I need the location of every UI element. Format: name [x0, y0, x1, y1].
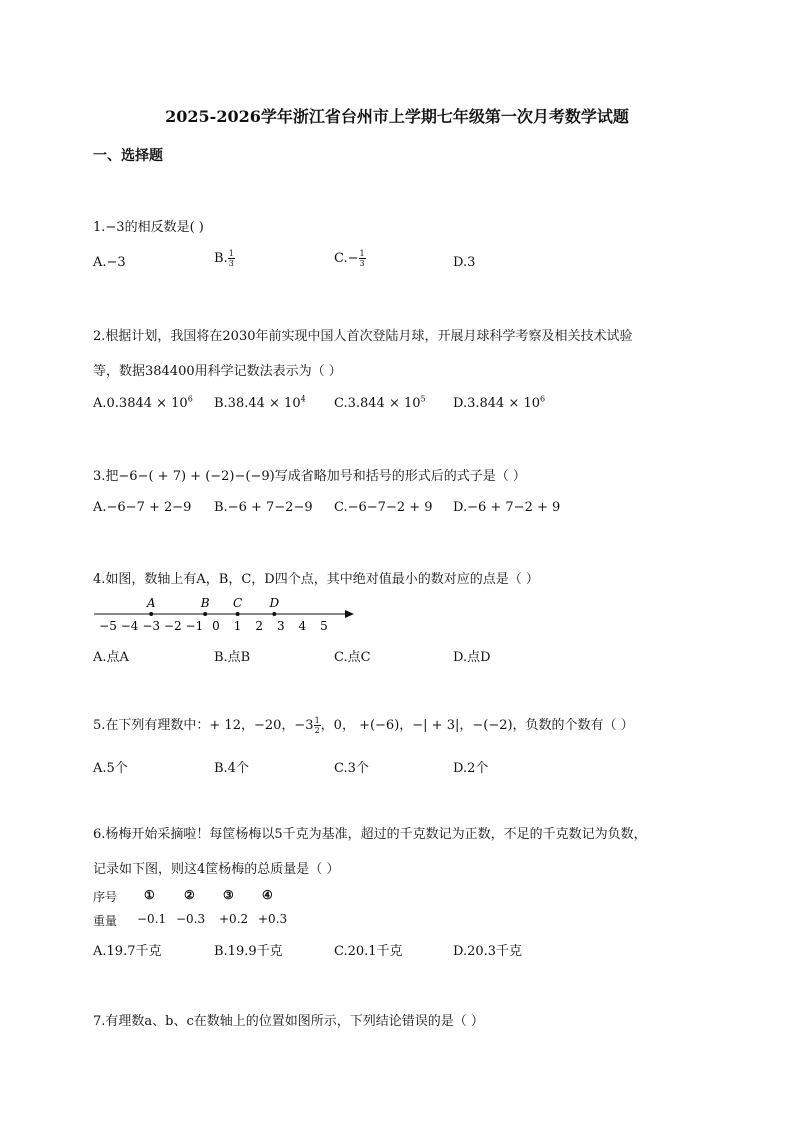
- q7-stem: 7.有理数a、b、c在数轴上的位置如图所示，下列结论错误的是（ ）: [93, 1014, 484, 1029]
- number-line-tick-label: 1: [233, 619, 242, 633]
- number-line-point-c: [236, 612, 240, 616]
- q3-option-d: D.−6 + 7−2 + 9: [453, 500, 561, 515]
- number-line-tick-label: −4: [120, 619, 139, 633]
- number-line-tick-label: 3: [276, 619, 285, 633]
- q5-stem: 5.在下列有理数中：+ 12，−20，−3 $\frac{1}{2}$ ，0， +(−6)，−| + 3|，−(−2)，负数的个数有（ ）: [93, 716, 634, 735]
- q5-option-c: C.3个: [334, 761, 369, 776]
- q6-table-cell: ③: [223, 888, 234, 902]
- q6-table-row1-label: 序号: [93, 890, 118, 904]
- q1-option-c: C.− $\frac{1}{3}$: [334, 249, 365, 268]
- q6-stem-line1: 6.杨梅开始采摘啦！每筐杨梅以5千克为基准，超过的千克数记为正数，不足的千克数记为负数，: [93, 827, 647, 842]
- q6-table-cell: ④: [262, 888, 273, 902]
- q1-option-b: B. $\frac{1}{3}$: [214, 249, 234, 268]
- q1-option-d: D.3: [453, 255, 476, 270]
- q3-option-c: C.−6−7−2 + 9: [334, 500, 433, 515]
- number-line-tick-label: 4: [298, 619, 307, 633]
- q4-option-c: C.点C: [334, 650, 371, 665]
- q1-option-a: A.−3: [93, 255, 126, 270]
- q6-table-cell: −0.3: [176, 912, 206, 926]
- q2-option-a: $A.0.3844 \times 10^6$: [93, 394, 193, 411]
- q1-stem: 1.−3的相反数是( ): [93, 220, 204, 235]
- q6-option-b: B.19.9千克: [214, 944, 283, 959]
- q2-stem-line2: 等，数据384400用科学记数法表示为（ ）: [93, 364, 342, 379]
- number-line-point-label: A: [146, 596, 156, 610]
- q6-stem-line2: 记录如下图，则这4筐杨梅的总质量是（ ）: [93, 862, 340, 877]
- number-line-point-d: [272, 612, 276, 616]
- q6-table-cell: +0.2: [219, 912, 249, 926]
- q4-number-line: [90, 592, 360, 636]
- q2-stem-line1: 2.根据计划，我国将在2030年前实现中国人首次登陆月球，开展月球科学考察及相关技术试验: [93, 329, 633, 344]
- q5-option-b: B.4个: [214, 761, 249, 776]
- number-line-point-a: [149, 612, 153, 616]
- q6-option-c: C.20.1千克: [334, 944, 403, 959]
- q3-stem: 3.把−6−( + 7) + (−2)−(−9)写成省略加号和括号的形式后的式子是（ ）: [93, 469, 526, 484]
- q4-option-a: A.点A: [93, 650, 129, 665]
- q6-option-a: A.19.7千克: [93, 944, 162, 959]
- number-line-tick-label: −5: [99, 619, 117, 633]
- q6-table-cell: ②: [184, 888, 195, 902]
- q6-option-d: D.20.3千克: [453, 944, 523, 959]
- number-line-tick-label: −2: [163, 619, 182, 633]
- q4-stem: 4.如图，数轴上有A，B，C，D四个点，其中绝对值最小的数对应的点是（ ）: [93, 572, 539, 587]
- number-line-tick-label: 0: [212, 619, 220, 633]
- section-heading: 一、选择题: [93, 148, 163, 164]
- q6-table-cell: ①: [144, 888, 155, 902]
- q2-option-c: $C.3.844 \times 10^5$: [334, 394, 426, 411]
- q4-option-b: B.点B: [214, 650, 251, 665]
- q6-table-row2-label: 重量: [93, 914, 118, 928]
- number-line-arrow: [345, 610, 354, 618]
- q6-table-cell: +0.3: [258, 912, 288, 926]
- number-line-point-label: D: [269, 596, 280, 610]
- number-line-tick-label: −1: [185, 619, 204, 633]
- q5-option-d: D.2个: [453, 761, 489, 776]
- q5-option-a: A.5个: [93, 761, 128, 776]
- q2-option-d: $D.3.844 \times 10^6$: [453, 394, 546, 411]
- number-line-point-b: [203, 612, 207, 616]
- q2-option-b: $B.38.44 \times 10^4$: [214, 394, 306, 411]
- number-line-tick-label: −3: [142, 619, 161, 633]
- number-line-tick-label: 2: [255, 619, 264, 633]
- q3-option-a: A.−6−7 + 2−9: [93, 500, 192, 515]
- q4-option-d: D.点D: [453, 650, 491, 665]
- number-line-tick-label: 5: [320, 619, 328, 633]
- number-line-point-label: C: [233, 596, 243, 610]
- page-title: 2025-2026学年浙江省台州市上学期七年级第一次月考数学试题: [165, 107, 629, 126]
- q3-option-b: B.−6 + 7−2−9: [214, 500, 313, 515]
- number-line-point-label: B: [200, 596, 210, 610]
- q6-table-cell: −0.1: [137, 912, 167, 926]
